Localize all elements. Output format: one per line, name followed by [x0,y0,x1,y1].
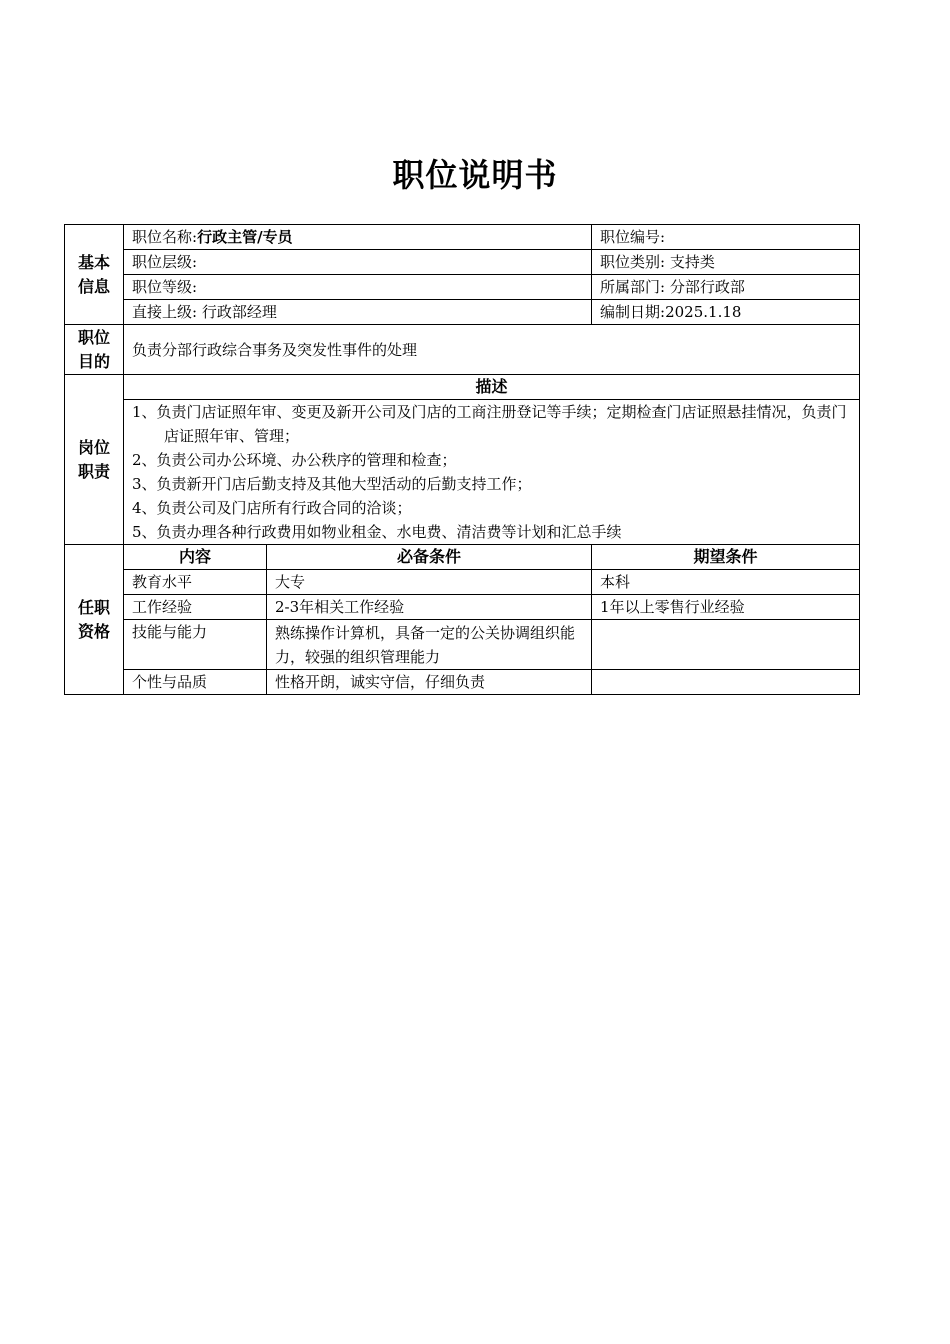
compile-date: 编制日期:2025.1.18 [592,300,860,325]
duties-body-row [65,400,860,545]
qualification-required: 熟练操作计算机，具备一定的公关协调组织能力，较强的组织管理能力 [267,620,592,670]
page-title: 职位说明书 [392,156,558,194]
table-row [65,670,860,695]
purpose-section-label: 职位 目的 [65,325,124,375]
header-content: 内容 [124,545,267,570]
qualification-item: 教育水平 [124,570,267,595]
qualification-required: 大专 [267,570,592,595]
position-name-value: 行政主管/专员 [197,228,293,246]
qualification-expected [592,620,860,670]
basic-row-level [65,250,860,275]
qualification-expected [592,670,860,695]
table-row [65,595,860,620]
basic-row-name [65,225,860,250]
qualification-item: 个性与品质 [124,670,267,695]
duties-header-row [65,375,860,400]
qualification-expected: 本科 [592,570,860,595]
duty-item: 4、负责公司及门店所有行政合同的洽谈； [132,499,412,517]
qualifications-header-row [65,545,860,570]
duty-item: 2、负责公司办公环境、办公秩序的管理和检查； [132,451,457,469]
department: 所属部门: 分部行政部 [592,275,860,300]
qualification-required: 2-3年相关工作经验 [267,595,592,620]
header-required: 必备条件 [267,545,592,570]
qualification-item: 技能与能力 [124,620,267,670]
basic-row-grade [65,275,860,300]
direct-supervisor: 直接上级: 行政部经理 [124,300,592,325]
position-name-cell [124,225,592,250]
qualification-required: 性格开朗，诚实守信，仔细负责 [267,670,592,695]
purpose-row [65,325,860,375]
duty-item: 3、负责新开门店后勤支持及其他大型活动的后勤支持工作； [132,475,532,493]
position-category: 职位类别: 支持类 [592,250,860,275]
purpose-text: 负责分部行政综合事务及突发性事件的处理 [124,325,860,375]
duty-item: 1、负责门店证照年审、变更及新开公司及门店的工商注册登记等手续；定期检查门店证照悬挂情况，负责门店证照年审、管理； [132,403,847,445]
qualification-item: 工作经验 [124,595,267,620]
basic-section-label: 基本 信息 [65,225,124,325]
header-expected: 期望条件 [592,545,860,570]
position-grade: 职位等级: [124,275,592,300]
duties-section-label: 岗位 职责 [65,375,124,545]
qualifications-section-label: 任职 资格 [65,545,124,695]
position-name-label: 职位名称: [132,228,198,246]
qualification-expected: 1年以上零售行业经验 [592,595,860,620]
position-code: 职位编号: [592,225,860,250]
job-description-table [64,224,860,695]
duties-header: 描述 [124,375,860,400]
basic-row-supervisor [65,300,860,325]
table-row [65,620,860,670]
position-level: 职位层级: [124,250,592,275]
duties-list [124,400,860,545]
duty-item: 5、负责办理各种行政费用如物业租金、水电费、清洁费等计划和汇总手续 [132,523,622,541]
table-row [65,570,860,595]
